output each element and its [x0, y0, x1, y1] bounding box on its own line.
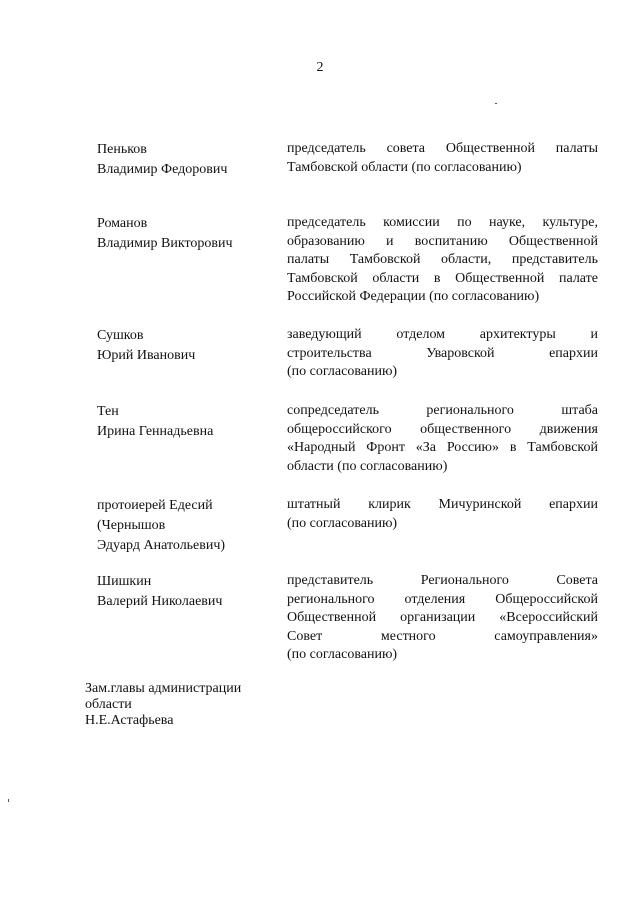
member-name-extra: Эдуард Анатольевич): [97, 538, 226, 553]
member-surname: протоиерей Едесий: [97, 498, 213, 513]
description-line: заведующий отделом архитектуры и: [287, 327, 598, 342]
description-line: образованию и воспитанию Общественной: [287, 233, 598, 249]
member-given-names: (Чернышов: [97, 518, 166, 533]
member-given-names: Ирина Геннадьевна: [97, 424, 214, 439]
description-line: Российской Федерации (по согласованию): [287, 289, 540, 304]
description-line: Тамбовской области в Общественной палате: [287, 270, 598, 286]
member-given-names: Юрий Иванович: [97, 348, 196, 363]
description-line: палаты Тамбовской области, представитель: [287, 252, 598, 267]
member-name: [97, 496, 272, 556]
member-description: [287, 326, 598, 382]
description-line: (по согласованию): [287, 364, 398, 379]
signature-title-region: области: [85, 697, 132, 712]
description-line: штатный клирик Мичуринской епархии: [287, 497, 598, 512]
member-name: [97, 326, 272, 366]
scan-speck: [495, 103, 497, 104]
description-line: (по согласованию): [287, 647, 398, 662]
description-line: представитель Регионального Совета: [287, 573, 598, 588]
description-line: сопредседатель регионального штаба: [287, 403, 598, 418]
description-line: (по согласованию): [287, 515, 398, 531]
description-line: строительства Уваровской епархии: [287, 345, 598, 361]
description-line: председатель комиссии по науке, культуре,: [287, 215, 598, 230]
description-line: общероссийского общественного движения: [287, 421, 598, 437]
member-description: [287, 572, 598, 665]
description-line: «Народный Фронт «За Россию» в Тамбовской: [287, 440, 598, 455]
member-surname: Сушков: [97, 328, 144, 343]
member-surname: Шишкин: [97, 574, 152, 589]
member-given-names: Владимир Федорович: [97, 162, 228, 177]
member-description: [287, 496, 598, 533]
member-name: [97, 572, 272, 612]
scan-speck: [8, 799, 9, 802]
description-line: председатель совета Общественной палаты: [287, 141, 598, 156]
member-description: [287, 402, 598, 476]
member-surname: Пеньков: [97, 142, 147, 157]
description-line: Совет местного самоуправления»: [287, 628, 598, 644]
description-line: Общественной организации «Всероссийский: [287, 610, 598, 625]
member-given-names: Валерий Николаевич: [97, 594, 223, 609]
signatory-name: Н.Е.Астафьева: [85, 713, 174, 728]
member-surname: Тен: [97, 404, 119, 419]
page-number: 2: [316, 60, 324, 75]
member-surname: Романов: [97, 216, 148, 231]
member-given-names: Владимир Викторович: [97, 236, 233, 251]
description-line: Тамбовской области (по согласованию): [287, 159, 522, 175]
member-name: [97, 402, 272, 442]
member-name: [97, 214, 272, 254]
signature-block: [85, 681, 241, 729]
description-line: области (по согласованию): [287, 458, 448, 474]
member-name: [97, 140, 272, 180]
signature-line: [85, 697, 241, 729]
description-line: регионального отделения Общероссийской: [287, 591, 598, 607]
member-description: [287, 140, 598, 177]
signature-title: Зам.главы администрации: [85, 681, 242, 696]
member-description: [287, 214, 598, 307]
